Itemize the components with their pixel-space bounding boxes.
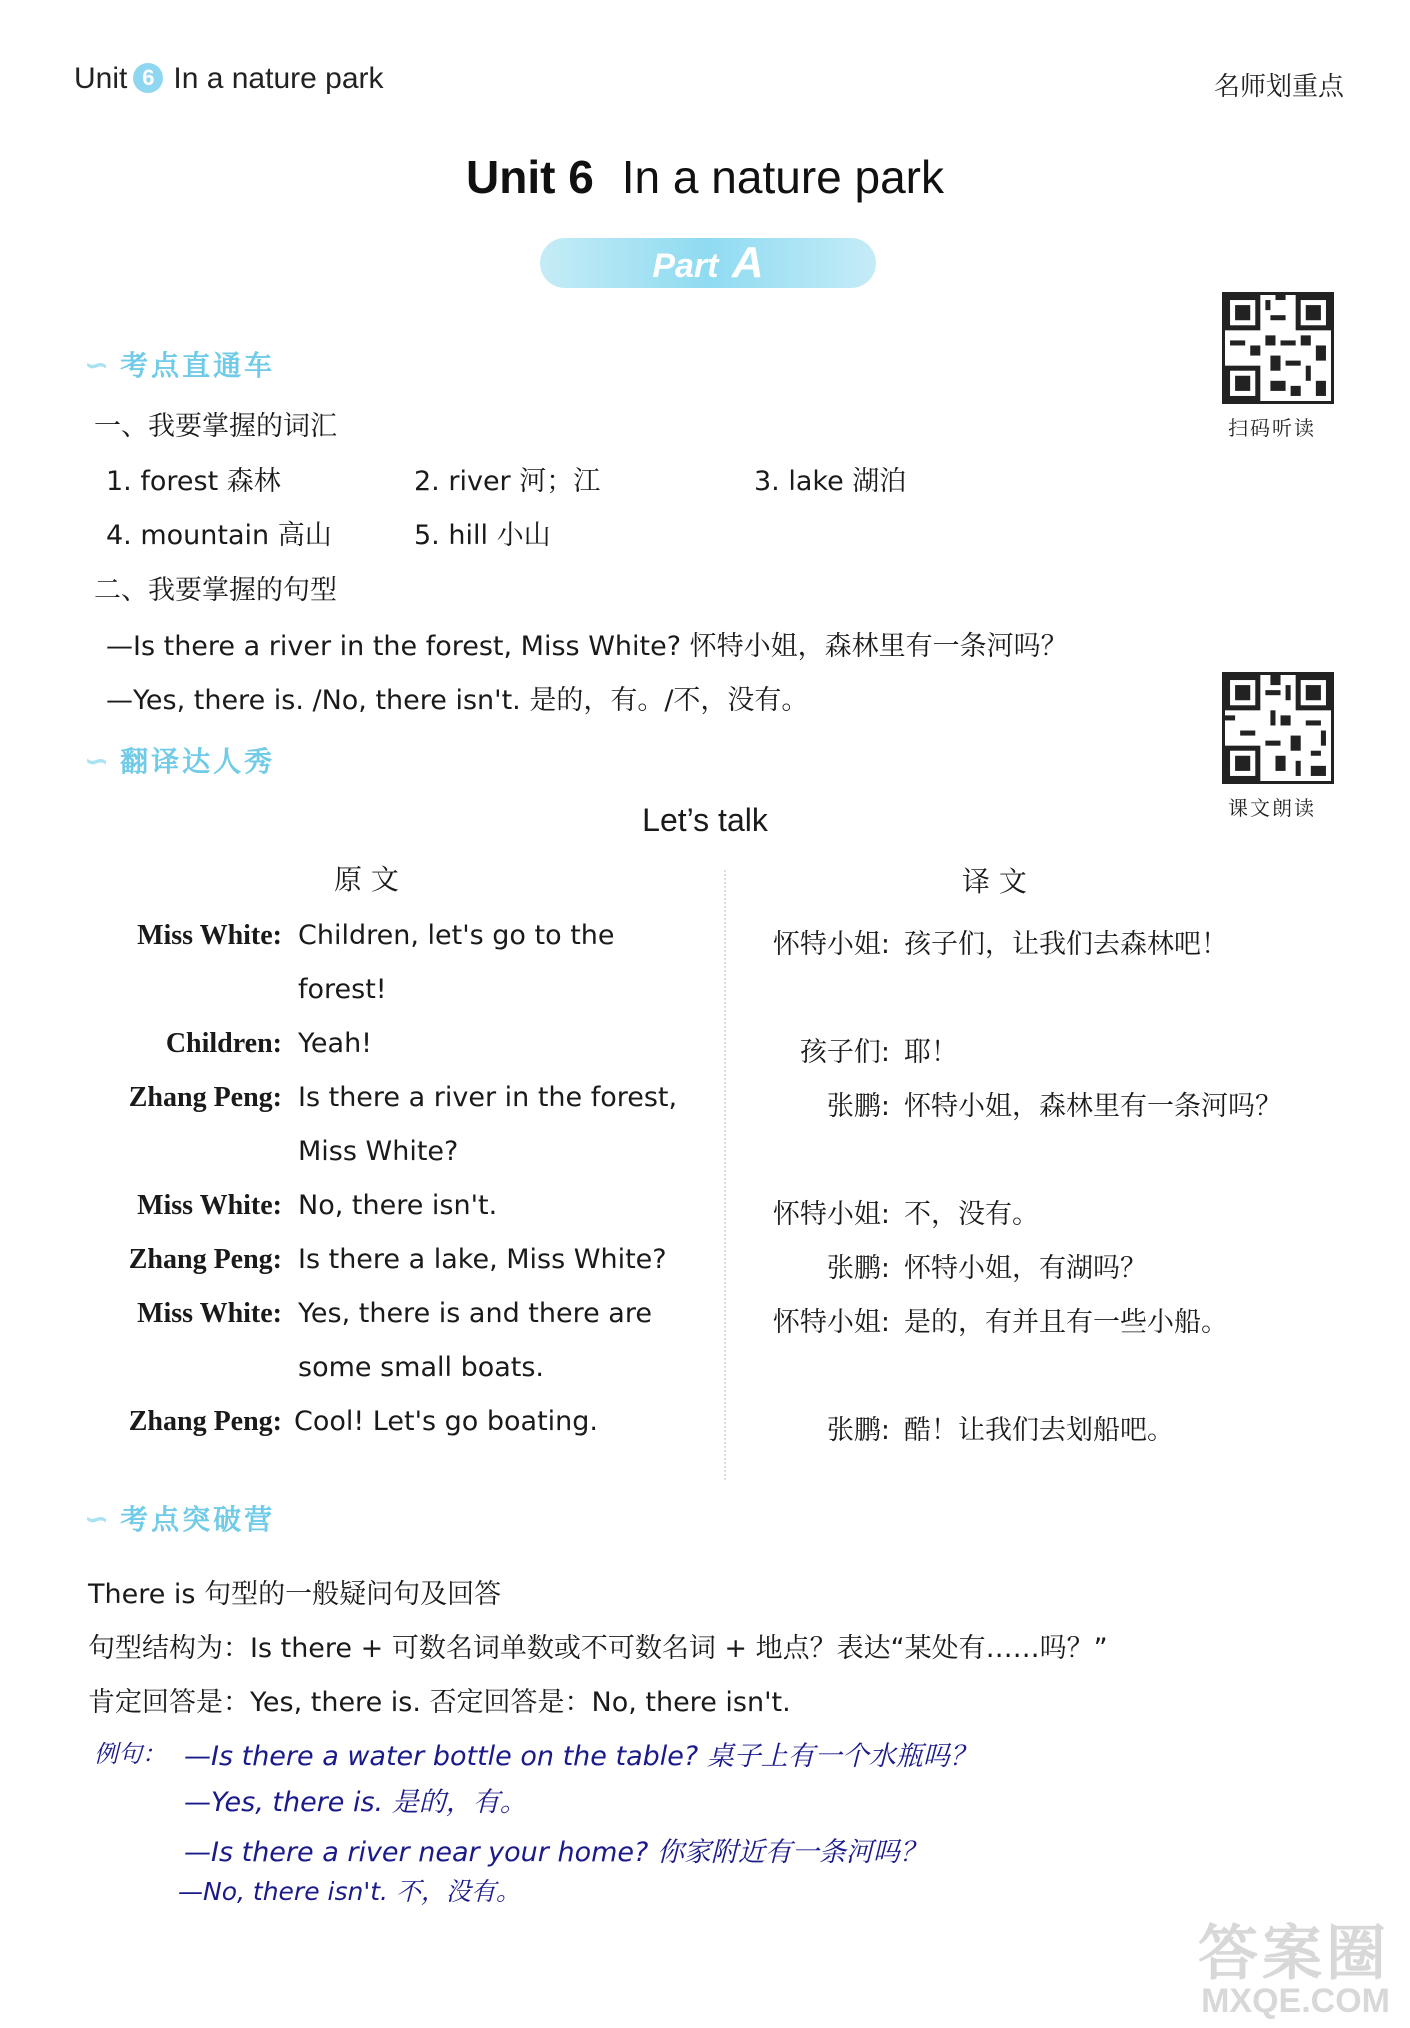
vocab-num: 4. bbox=[106, 520, 132, 551]
vocab-meaning: 森林 bbox=[226, 466, 281, 497]
dialogue-line: Yeah! bbox=[298, 1028, 372, 1059]
vocab-num: 3. bbox=[754, 466, 780, 497]
example-line-2: —Yes, there is. 是的，有。 bbox=[184, 1787, 527, 1818]
example-label: 例句： bbox=[94, 1740, 166, 1768]
dialogue-line: Is there a river in the forest, bbox=[298, 1082, 678, 1113]
qr-pattern-icon bbox=[1225, 295, 1331, 401]
dialogue-speaker-cn: 张鹏: bbox=[826, 1253, 890, 1284]
site-watermark bbox=[1198, 1920, 1390, 2020]
dialogue-speaker-cn: 怀特小姐: bbox=[772, 1199, 890, 1230]
unit-number-badge: 6 bbox=[133, 63, 163, 93]
vocab-meaning: 高山 bbox=[277, 520, 332, 551]
dialogue-translation: 耶！ bbox=[904, 1037, 958, 1068]
dialogue-speaker: Children: bbox=[165, 1028, 282, 1059]
grammar-line-1: There is 句型的一般疑问句及回答 bbox=[88, 1579, 502, 1610]
example-line-1: —Is there a water bottle on the table? 桌子上有一个水瓶吗？ bbox=[184, 1741, 977, 1772]
vocab-item-4 bbox=[106, 513, 332, 552]
vocab-item-2 bbox=[414, 459, 600, 498]
section3-heading-text: 考点突破营 bbox=[120, 1503, 276, 1536]
title-name: In a nature park bbox=[621, 151, 944, 203]
vocab-num: 2. bbox=[414, 466, 440, 497]
grammar-line-2: 句型结构为：Is there + 可数名词单数或不可数名词 + 地点？表达“某处有……吗？” bbox=[88, 1633, 1108, 1664]
vocab-meaning: 河；江 bbox=[519, 466, 601, 497]
qr-code-listen[interactable] bbox=[1222, 292, 1334, 404]
vocab-word: forest bbox=[140, 466, 219, 497]
pattern-heading: 二、我要掌握的句型 bbox=[94, 575, 337, 606]
vocab-item-3 bbox=[754, 459, 906, 498]
dialogue-line: No, there isn't. bbox=[298, 1190, 498, 1221]
dialogue-line: Is there a lake, Miss White? bbox=[298, 1244, 667, 1275]
talk-title: Let’s talk bbox=[642, 802, 768, 838]
dialogue-line: forest! bbox=[298, 974, 387, 1005]
qr-pattern-icon bbox=[1225, 675, 1331, 781]
section1-heading-text: 考点直通车 bbox=[120, 349, 276, 382]
column-translation: 译 文 bbox=[962, 865, 1027, 898]
vocab-num: 1. bbox=[106, 466, 132, 497]
vocab-meaning: 湖泊 bbox=[852, 466, 907, 497]
dialogue-translation: 不，没有。 bbox=[904, 1199, 1039, 1230]
dialogue-speaker: Miss White: bbox=[137, 920, 282, 951]
section-heading-breakthrough bbox=[84, 1498, 275, 1538]
vocab-meaning: 小山 bbox=[496, 520, 551, 551]
dialogue-speaker: Zhang Peng: bbox=[128, 1082, 282, 1113]
example-line-4: —No, there isn't. 不，没有。 bbox=[178, 1877, 521, 1906]
dialogue-line: Cool! Let's go boating. bbox=[294, 1406, 599, 1437]
part-banner bbox=[540, 238, 876, 288]
dialogue-translation: 怀特小姐，森林里有一条河吗？ bbox=[904, 1091, 1282, 1122]
section2-heading-text: 翻译达人秀 bbox=[120, 745, 276, 778]
dialogue-line: Miss White? bbox=[298, 1136, 459, 1167]
dialogue-translation: 孩子们，让我们去森林吧！ bbox=[904, 929, 1228, 960]
swirl-icon: ∽ bbox=[84, 348, 113, 383]
part-label: Part bbox=[652, 247, 719, 285]
watermark-logo-text: 答案圈 bbox=[1198, 1920, 1390, 1987]
dialogue-speaker-cn: 张鹏: bbox=[826, 1091, 890, 1122]
dialogue-speaker-cn: 张鹏: bbox=[826, 1415, 890, 1446]
dialogue-speaker: Zhang Peng: bbox=[128, 1406, 282, 1437]
watermark-url: MXQE.COM bbox=[1201, 1982, 1390, 2020]
dialogue-line: Children, let's go to the bbox=[298, 920, 615, 951]
dialogue-translation: 是的，有并且有一些小船。 bbox=[904, 1307, 1228, 1338]
grammar-line-3: 肯定回答是：Yes, there is. 否定回答是：No, there isn't. bbox=[88, 1687, 791, 1718]
vocab-item-1 bbox=[106, 459, 281, 498]
dialogue-speaker: Miss White: bbox=[137, 1298, 282, 1329]
dialogue-line: Yes, there is and there are bbox=[298, 1298, 652, 1329]
vocab-word: river bbox=[448, 466, 511, 497]
vocab-word: mountain bbox=[140, 520, 270, 551]
dialogue-speaker-cn: 怀特小姐: bbox=[772, 929, 890, 960]
dialogue-speaker: Zhang Peng: bbox=[128, 1244, 282, 1275]
dialogue-speaker-cn: 孩子们: bbox=[799, 1037, 890, 1068]
pattern-line-2: —Yes, there is. /No, there isn't. 是的，有。/不，没有。 bbox=[106, 685, 809, 716]
vocab-num: 5. bbox=[414, 520, 440, 551]
title-unit: Unit 6 bbox=[466, 151, 594, 203]
qr-code-text-reading[interactable] bbox=[1222, 672, 1334, 784]
section-heading-key-points bbox=[84, 344, 275, 384]
column-divider bbox=[724, 870, 726, 1480]
dialogue-line: some small boats. bbox=[298, 1352, 545, 1383]
dialogue-translation: 怀特小姐，有湖吗？ bbox=[904, 1253, 1147, 1284]
running-header-unit bbox=[74, 62, 384, 97]
section-heading-translation bbox=[84, 740, 275, 780]
pattern-line-1: —Is there a river in the forest, Miss White? 怀特小姐，森林里有一条河吗？ bbox=[106, 631, 1068, 662]
vocab-word: hill bbox=[448, 520, 488, 551]
column-original: 原 文 bbox=[334, 863, 399, 896]
qr-caption-text-reading: 课文朗读 bbox=[1228, 796, 1316, 820]
example-line-3: —Is there a river near your home? 你家附近有一条河吗？ bbox=[184, 1837, 927, 1868]
vocab-heading: 一、我要掌握的词汇 bbox=[94, 411, 337, 442]
part-letter: A bbox=[731, 238, 764, 287]
header-unit-subtitle: In a nature park bbox=[173, 62, 384, 95]
qr-caption-listen: 扫码听读 bbox=[1228, 416, 1316, 440]
dialogue-speaker: Miss White: bbox=[137, 1190, 282, 1221]
page-title bbox=[0, 150, 1410, 204]
dialogue-translation: 酷！让我们去划船吧。 bbox=[904, 1415, 1174, 1446]
header-unit-label: Unit bbox=[74, 62, 128, 95]
swirl-icon: ∽ bbox=[84, 1502, 113, 1537]
vocab-item-5 bbox=[414, 513, 551, 552]
dialogue-speaker-cn: 怀特小姐: bbox=[772, 1307, 890, 1338]
header-right-label: 名师划重点 bbox=[1213, 72, 1344, 102]
swirl-icon: ∽ bbox=[84, 744, 113, 779]
vocab-word: lake bbox=[788, 466, 844, 497]
